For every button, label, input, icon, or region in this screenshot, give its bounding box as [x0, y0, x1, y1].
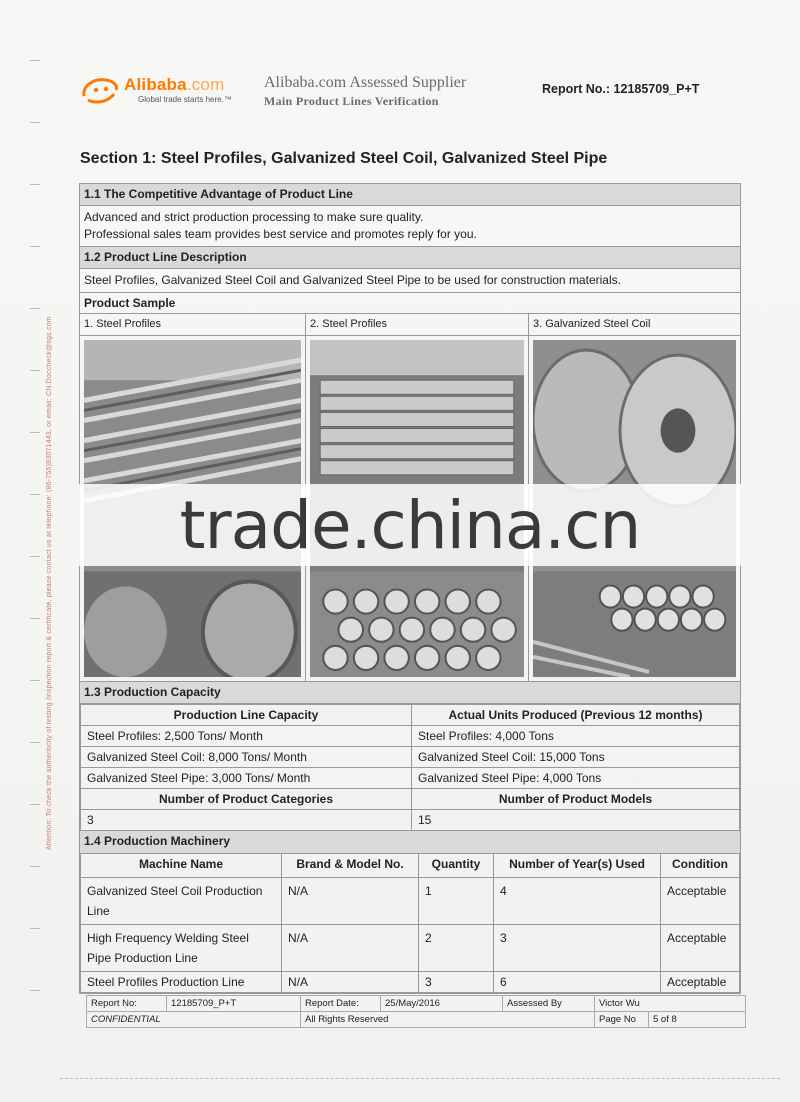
table-row: Galvanized Steel Coil: 8,000 Tons/ Month Galvanized Steel Coil: 15,000 Tons — [81, 747, 740, 768]
sample-caption: 2. Steel Profiles — [306, 314, 529, 336]
quantity-header: Quantity — [419, 854, 494, 878]
sample-caption: 1. Steel Profiles — [80, 314, 306, 336]
authenticity-side-note: Attention: To check the authenticity of testing /inspection report & certificate, please contact us at telephone: (86-755)83071443, or email: CN.Doccheck@sgs.com — [46, 316, 53, 850]
logo-tagline: Global trade starts here.™ — [138, 95, 232, 104]
machine-name-header: Machine Name — [81, 854, 282, 878]
section-title: Section 1: Steel Profiles, Galvanized Steel Coil, Galvanized Steel Pipe — [80, 150, 608, 167]
report-number-header: Report No.: 12185709_P+T — [542, 82, 700, 96]
models-header: Number of Product Models — [412, 789, 740, 810]
description-heading: 1.2 Product Line Description — [80, 247, 740, 269]
sample-caption: 3. Galvanized Steel Coil — [529, 314, 740, 336]
alibaba-logo — [80, 70, 260, 115]
assessed-supplier-title: Alibaba.com Assessed Supplier Main Product Lines Verification — [264, 74, 467, 108]
table-row: High Frequency Welding Steel Pipe Production Line N/A 2 3 Acceptable — [81, 925, 740, 972]
binder-marks — [30, 60, 44, 1080]
condition-header: Condition — [661, 854, 740, 878]
brand-header: Brand & Model No. — [282, 854, 419, 878]
capacity-table — [80, 704, 740, 831]
report-header — [80, 70, 740, 120]
table-row: Steel Profiles: 2,500 Tons/ Month Steel Profiles: 4,000 Tons — [81, 726, 740, 747]
machinery-table — [80, 853, 740, 993]
competitive-heading: 1.1 The Competitive Advantage of Product Line — [80, 184, 740, 206]
table-row: Galvanized Steel Pipe: 3,000 Tons/ Month Galvanized Steel Pipe: 4,000 Tons — [81, 768, 740, 789]
capacity-heading: 1.3 Production Capacity — [80, 682, 740, 704]
table-row: Steel Profiles Production Line N/A 3 6 Acceptable — [81, 972, 740, 993]
logo-wordmark: Alibaba.com — [124, 75, 225, 94]
trade-china-watermark: trade.china.cn — [79, 484, 741, 566]
machinery-heading: 1.4 Production Machinery — [80, 831, 740, 853]
page-bottom-divider — [60, 1078, 780, 1079]
report-body — [79, 183, 741, 994]
years-header: Number of Year(s) Used — [494, 854, 661, 878]
alibaba-smile-icon — [80, 74, 122, 108]
table-row: 3 15 — [81, 810, 740, 831]
capacity-col-header: Production Line Capacity — [81, 705, 412, 726]
categories-header: Number of Product Categories — [81, 789, 412, 810]
table-row: Galvanized Steel Coil Production Line N/A 1 4 Acceptable — [81, 878, 740, 925]
report-footer: Report No: 12185709_P+T Report Date: 25/May/2016 Assessed By Victor Wu CONFIDENTIAL All Rights Reserved Page No 5 of 8 — [86, 995, 746, 1028]
description-text: Steel Profiles, Galvanized Steel Coil and Galvanized Steel Pipe to be used for construction materials. — [80, 269, 740, 293]
product-sample-heading: Product Sample — [80, 293, 740, 314]
actual-col-header: Actual Units Produced (Previous 12 months) — [412, 705, 740, 726]
competitive-text: Advanced and strict production processing to make sure quality. Professional sales team provides best service and promotes reply for you. — [80, 206, 740, 247]
